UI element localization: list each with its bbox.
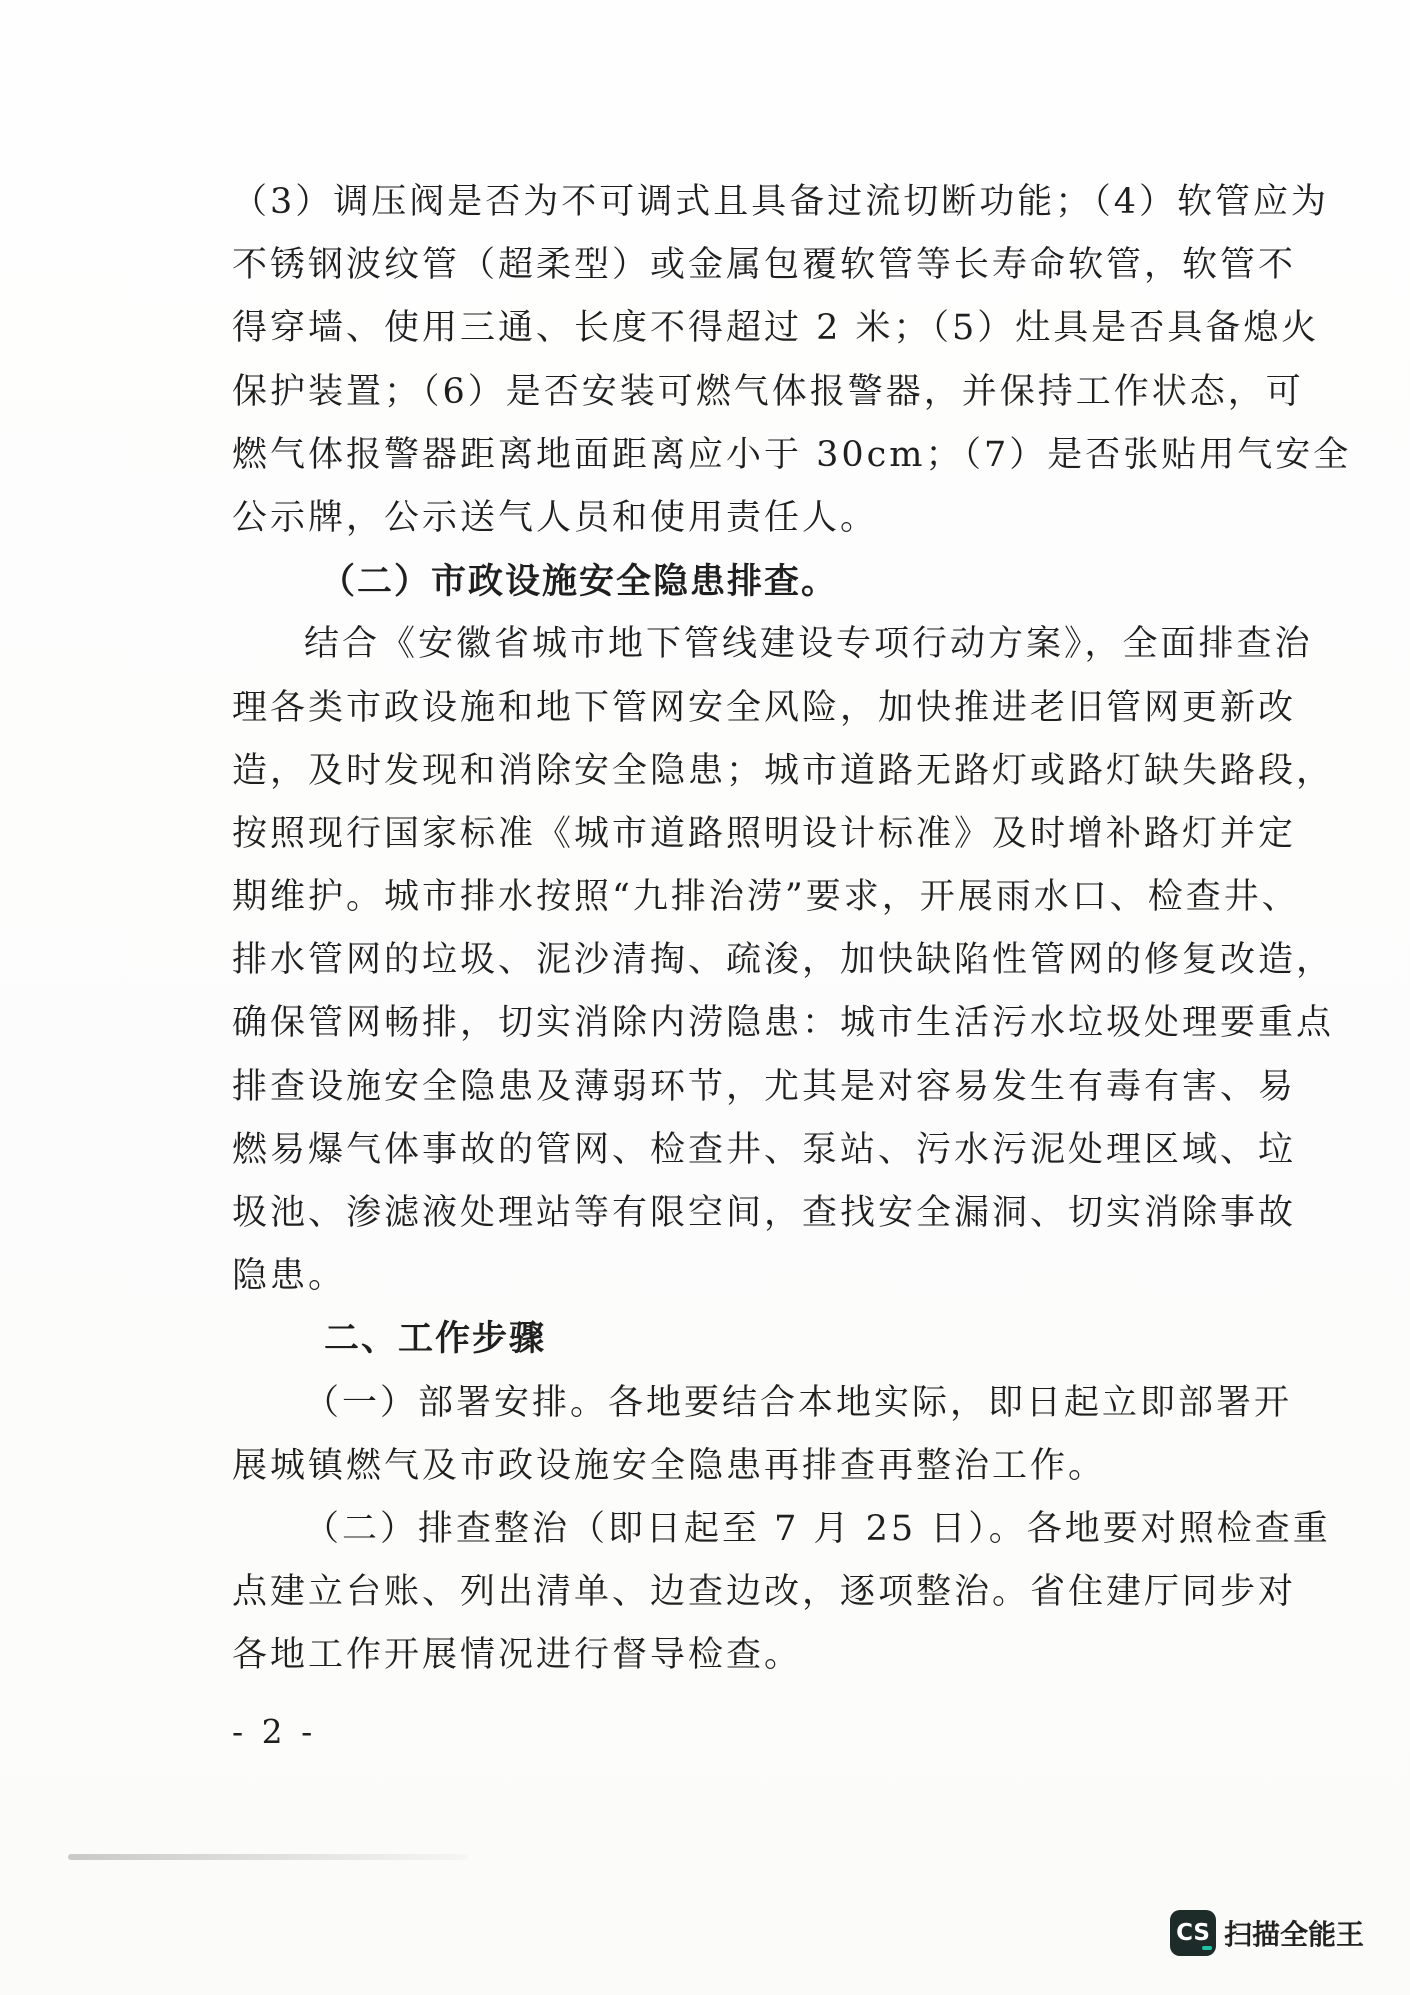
scanner-watermark	[1170, 1910, 1364, 1956]
text-line: 圾池、渗滤液处理站等有限空间，查找安全漏洞、切实消除事故	[232, 1193, 1297, 1233]
text-line: 得穿墙、使用三通、长度不得超过 2 米；（5）灶具是否具备熄火	[232, 308, 1320, 349]
page-number: - 2 -	[232, 1712, 317, 1751]
section-heading: （二）市政设施安全隐患排查。	[320, 561, 839, 603]
watermark-brand: 扫描全能王	[1224, 1918, 1365, 1951]
text-line: 公示牌，公示送气人员和使用责任人。	[232, 497, 879, 538]
text-line: 确保管网畅排，切实消除内涝隐患：城市生活污水垃圾处理要重点	[232, 1003, 1335, 1044]
text-line: 燃易爆气体事故的管网、检查井、泵站、污水污泥处理区域、垃	[232, 1129, 1297, 1170]
chapter-heading: 二、工作步骤	[324, 1319, 547, 1360]
text-line: 理各类市政设施和地下管网安全风险，加快推进老旧管网更新改	[232, 687, 1297, 728]
text-line: 燃气体报警器距离地面距离应小于 30cm；（7）是否张贴用气安全	[232, 434, 1352, 475]
text-line: 结合《安徽省城市地下管线建设专项行动方案》，全面排查治	[304, 624, 1313, 665]
scan-artifact-line	[68, 1854, 468, 1860]
text-line: 展城镇燃气及市政设施安全隐患再排查再整治工作。	[232, 1445, 1107, 1486]
text-line: 隐患。	[232, 1256, 347, 1297]
text-line: 排查设施安全隐患及薄弱环节，尤其是对容易发生有毒有害、易	[232, 1066, 1297, 1107]
text-line: 不锈钢波纹管（超柔型）或金属包覆软管等长寿命软管，软管不	[232, 245, 1297, 286]
text-line: 各地工作开展情况进行督导检查。	[232, 1635, 803, 1676]
text-line: 按照现行国家标准《城市道路照明设计标准》及时增补路灯并定	[232, 813, 1297, 854]
text-line: 造，及时发现和消除安全隐患；城市道路无路灯或路灯缺失路段，	[232, 750, 1335, 791]
document-body	[232, 171, 1352, 1688]
text-line: （3）调压阀是否为不可调式且具备过流切断功能；（4）软管应为	[232, 182, 1330, 222]
text-line: 排水管网的垃圾、泥沙清掏、疏浚，加快缺陷性管网的修复改造，	[232, 940, 1335, 981]
text-line: 保护装置；（6）是否安装可燃气体报警器，并保持工作状态，可	[232, 371, 1304, 412]
text-line: （一）部署安排。各地要结合本地实际，即日起立即部署开	[304, 1382, 1293, 1423]
text-line: 点建立台账、列出清单、边查边改，逐项整治。省住建厅同步对	[232, 1572, 1297, 1613]
text-line: （二）排查整治（即日起至 7 月 25 日）。各地要对照检查重	[304, 1508, 1331, 1549]
text-line: 期维护。城市排水按照“九排治涝”要求，开展雨水口、检查井、	[232, 877, 1300, 918]
camscanner-logo-icon: CS	[1170, 1910, 1216, 1956]
